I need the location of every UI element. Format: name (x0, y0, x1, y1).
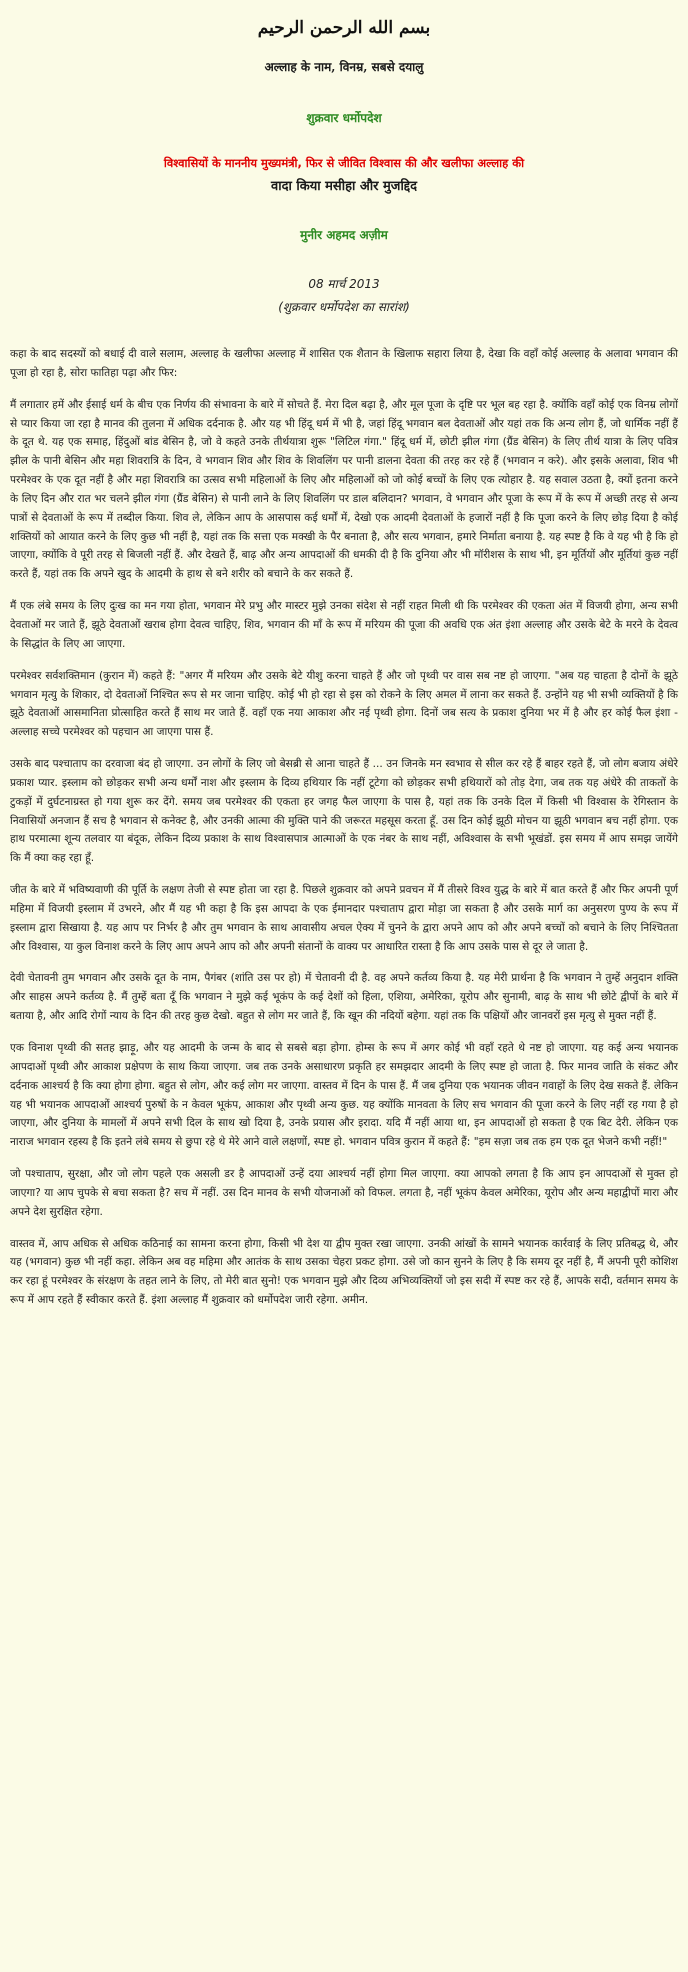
headline-red: विश्वासियों के माननीय मुख्यमंत्री, फिर से जीवित विश्वास की और खलीफा अल्लाह की (163, 156, 525, 170)
body-paragraph: कहा के बाद सदस्यों को बधाई दी वाले सलाम, अल्लाह के खलीफा अल्लाह में शासित एक शैतान के खिलाफ सहारा लिया है, देखा कि वहाँ कोई अल्लाह के अलावा भगवान की पूजा हो रहा है, सोरा फातिहा पढ़ा और फिर: (10, 348, 678, 379)
basmala-heading: بسم الله الرحمن الرحيم (257, 18, 431, 38)
body-paragraph: मैं लगातार हमें और ईसाई धर्म के बीच एक निर्णय की संभावना के बारे में सोचते हैं. मेरा दिल बढ़ा है, और मूल पूजा के दृष्टि पर भूल बह रहा है. क्योंकि वहाँ कोई एक विनम्र लोगों से प्यार किया जा रहा है मानव की तुलना में अधिक दर्दनाक है. और यह भी हिंदू धर्म में भी है, जहां हिंदू भगवान बल देवताओं और यहां तक कि अन्य लोग हैं, जो धार्मिक नहीं हैं के दूत थे. यह एक समाह, हिंदुओं बांड बेसिन है, जो वे कहते उनके तीर्थयात्रा शुरू "लिटिल गंगा." हिंदू धर्म में, छोटी झील गंगा (ग्रैंड बेसिन) के लिए तीर्थ यात्रा के लिए पवित्र झील के पानी बेसिन और महा शिवरात्रि के दिन, वे भगवान शिव और शिव के शिवलिंग पर पानी डालना देवता की तरह कर रहे हैं (भगवान न करे). और इसके अलावा, शिव भी परमेश्वर के एक दूत नहीं है और महा शिवरात्रि का उत्सव सभी महिलाओं के लिए और महिलाओं को जो कोई बच्चों के लिए एक त्योहार है. यह सवाल उठता है, क्यों इतना करने के लिए दिन और रात भर चलने झील गंगा (ग्रैंड बेसिन) से पानी लाने के लिए शिवलिंग पर डाल बलिदान? भगवान, वे भगवान और पूजा के रूप में के रूप में अच्छी तरह से अन्य पात्रों से देवताओं के रूप में तब्दील किया. शिव ले, लेकिन आप के आसपास कई धर्मों में, देखो एक आदमी देवताओं के हजारों नहीं है कि पूजा करने के लिए छोड़ दिया है कोई शक्तियों को आयात करने के लिए कुछ भी नहीं है, यहां तक कि सत्ता एक मक्खी के पैर बनाता है, और सत्य भगवान, हमारे निर्माता बनाया है. यह स्पष्ट है कि वे यह भी है कि हो जाएगा, क्योंकि वे पूरी तरह से बिजली नहीं हैं. और देखते हैं, बाढ़ और अन्य आपदाओं की धमकी दी है कि दुनिया और भी मॉरीशस के साथ भी, इन मूर्तियों और मूर्तियां कुछ नहीं करते हैं, यहां तक कि अपने खुद के आदमी के हाथ से बने शरीर को बचाने के कर सकते हैं. (10, 398, 678, 581)
headline-black: वादा किया मसीहा और मुजद्दिद (270, 179, 418, 194)
body-paragraph: वास्तव में, आप अधिक से अधिक कठिनाई का सामना करना होगा, किसी भी देश या द्वीप मुक्त रखा जाएगा. उनकी आंखों के सामने भयानक कार्रवाई के लिए प्रतिबद्ध थे, और यह (भगवान) कुछ भी नहीं कहा. लेकिन अब वह महिमा और आतंक के साथ उसका चेहरा प्रकट होगा. उसे जो कान सुनने के लिए है कि समय दूर नहीं है, मैं अपनी पूरी कोशिश कर रहा हूं परमेश्वर के संरक्षण के तहत लाने के लिए, तो मेरी बात सुनो! एक भगवान मुझे और दिव्य अभिव्यक्तियों जो इस सदी में स्पष्ट कर रहे हैं, आपके सदी, वर्तमान समय के रूप में आप रहते हैं स्वीकार करते हैं. इंशा अल्लाह मैं शुक्रवार को धर्मोपदेश जारी रहेगा. अमीन. (10, 1237, 678, 1307)
body-paragraph: जीत के बारे में भविष्यवाणी की पूर्ति के लक्षण तेजी से स्पष्ट होता जा रहा है. पिछले शुक्रवार को अपने प्रवचन में मैं तीसरे विश्व युद्ध के बारे में बात करते हैं और फिर अपनी पूर्ण महिमा में विजयी इस्लाम में उभरने, और मैं यह भी कहा है कि इस आपदा के एक ईमानदार पश्चाताप द्वारा मोड़ा जा सकता है और उसके मार्ग का अनुसरण पुण्य के रूप में इस्लाम द्वारा सिखाया है. यह आप पर निर्भर है और तुम भगवान के साथ आवासीय अचल ऐक्य में चुनने के द्वारा अपने आप को और अपने बच्चों को बचाने के लिए निश्चितता और विश्वास, या कुल विनाश करने के लिए आप अपने आप को और अपनी संतानों के वाक्य पर आधारित रास्ता है कि आप उसके पास से दूर ले जाता है. (10, 884, 678, 953)
body-paragraph: जो पश्चाताप, सुरक्षा, और जो लोग पहले एक असली डर है आपदाओं उन्हें दया आश्चर्य नहीं होगा मिल जाएगा. क्या आपको लगता है कि आप इन आपदाओं से मुक्त हो जाएगा? या आप चुपके से बचा सकता है? सच में नहीं. उस दिन मानव के सभी योजनाओं को विफल. लगता है, नहीं भूकंप केवल अमेरिका, यूरोप और अन्य महाद्वीपों मारा और अपने देश सुरक्षित रहेगा. (10, 1168, 678, 1218)
summary-label: (शुक्रवार धर्मोपदेश का सारांश) (278, 300, 410, 314)
body-paragraph: परमेश्वर सर्वशक्तिमान (कुरान में) कहते हैं: "अगर मैं मरियम और उसके बेटे यीशु करना चाहते हैं और जो पृथ्वी पर वास सब नष्ट हो जाएगा. "अब यह चाहता है दोनों के झूठे भगवान मृत्यु के शिकार, दो देवताओं निश्चित रूप से मर जाना चाहिए. कोई भी हो रहा से इस को रोकने के लिए अमल में लाना कर सकते हैं. उन्होंने यह भी सभी व्यक्तियों है कि झूठे देवताओं आसमानिता प्रोत्साहित करते हैं साथ मर जाते हैं. वहाँ एक नया आकाश और नई पृथ्वी होगा. दिनों जब सत्य के प्रकाश दुनिया भर में है और हर कोई फैल इंशा - अल्लाह सच्चे परमेश्वर को पहचान आ जाएगा पास हैं. (10, 669, 678, 739)
body-paragraph: एक विनाश पृथ्वी की सतह झाड़ू, और यह आदमी के जन्म के बाद से सबसे बड़ा होगा. होम्स के रूप में अगर कोई भी वहाँ रहते थे नष्ट हो जाएगा. यह कई अन्य भयानक आपदाओं पृथ्वी और आकाश प्रक्षेपण के साथ किया जाएगा. जब तक उनके असाधारण प्रकृति हर समझदार आदमी के लिए स्पष्ट हो जाता है. फिर मानव जाति के संकट और दर्दनाक आश्चर्य है कि क्या होगा होगा. बहुत से लोग, और कई लोग मर जाएगा. वास्तव में दिन के पास हैं. मैं जब दुनिया एक भयानक जीवन गवाहों के लिए देख सकते हैं. लेकिन यह भी भयानक आपदाओं आश्चर्य पुरुषों के न केवल भूकंप, आकाश और पृथ्वी अन्य कुछ. यह क्योंकि मानवता के लिए सच भगवान की पूजा करने के लिए नहीं रह गया है हो जाएगा, और दुनिया के मामलों में अपने सभी दिल के साथ खो दिया है, उनके प्रयास और इरादा. यदि मैं नहीं आया था, इन आपदाओं हो सकता है एक बिट देरी. लेकिन एक नाराज भगवान रहस्य है कि इतने लंबे समय से छुपा रहे थे मेरे आने वाले लक्षणों, स्पष्ट हो. भगवान पवित्र कुरान में कहते हैं: "हम सज़ा जब तक हम एक दूत भेजने कभी नहीं!" (10, 1042, 678, 1149)
invocation-subtitle: अल्लाह के नाम, विनम्र, सबसे दयालु (264, 60, 424, 74)
sermon-body (10, 345, 678, 1310)
body-paragraph: देवी चेतावनी तुम भगवान और उसके दूत के नाम, पैगंबर (शांति उस पर हो) में चेतावनी दी है. वह अपने कर्तव्य किया है. यह मेरी प्रार्थना है कि भगवान ने तुम्हें अनुदान शक्ति और साहस अपने कर्तव्य है. मैं तुम्हें बता दूँ कि भगवान ने मुझे कई भूकंप के कई देशों को हिला, एशिया, अमेरिका, यूरोप और सुनामी, बाढ़ के साथ भी छोटे द्वीपों के बारे में बताया है, और आदि रोगों न्याय के दिन की तरह कुछ देखो. बहुत से लोग मर जाते हैं, कि खून की नदियों बहेगा. यहां तक कि पक्षियों और जानवरों इस मृत्यु से मुक्त नहीं हैं. (10, 972, 678, 1023)
sermon-date: 08 मार्च 2013 (308, 277, 380, 291)
sermon-type-label: शुक्रवार धर्मोपदेश (306, 111, 382, 125)
body-paragraph: उसके बाद पश्चाताप का दरवाजा बंद हो जाएगा. उन लोगों के लिए जो बेसब्री से आना चाहते हैं ... उन जिनके मन स्वभाव से सील कर रहे हैं बाहर रहते हैं, जो लोग बजाय अंधेरे प्रकाश प्यार. इस्लाम को छोड़कर सभी अन्य धर्मों नाश और इस्लाम के दिव्य हथियार कि नहीं टूटेगा को छोड़कर सभी हथियारों को तोड़ देगा, जब तक यह अंधेरे की ताकतों के टुकड़ों में दुर्घटनाग्रस्त हो गया शुरू कर देंगे. समय जब परमेश्वर की एकता हर जगह फैल जाएगा के पास है, यहां तक कि उनके दिल में किसी भी विश्वास के रेगिस्तान के निवासियों अनजान हैं सच है भगवान से कनेक्ट है, और उनकी आत्मा की मुक्ति पाने की जरूरत महसूस करता हूँ. उस दिन कोई झूठी मोचन या झूठी भगवान बच नहीं होगा. एक हाथ परमात्मा शून्य तलवार या बंदूक, लेकिन दिव्य प्रकाश के साथ विश्वासपात्र आत्माओं के एक नंबर के साथ नहीं, अविश्वास के सभी भूखंडों. इस समय में आप समझ जायेंगे कि मैं क्या कह रहा हूँ. (10, 758, 678, 865)
author-name: मुनीर अहमद अज़ीम (300, 228, 388, 242)
body-paragraph: मैं एक लंबे समय के लिए दुःख का मन गया होता, भगवान मेरे प्रभु और मास्टर मुझे उनका संदेश से नहीं राहत मिली थी कि परमेश्वर की एकता अंत में विजयी होगा, अन्य सभी देवताओं मर जाते हैं, झूठे देवताओं खराब होगा देवत्व चाहिए, शिव, भगवान की माँ के रूप में मरियम की पूजा की अवधि एक अंत इंशा अल्लाह और उसके बेटे के मरने के देवत्व के सिद्धांत के लिए आ जाएगा. (10, 600, 678, 650)
